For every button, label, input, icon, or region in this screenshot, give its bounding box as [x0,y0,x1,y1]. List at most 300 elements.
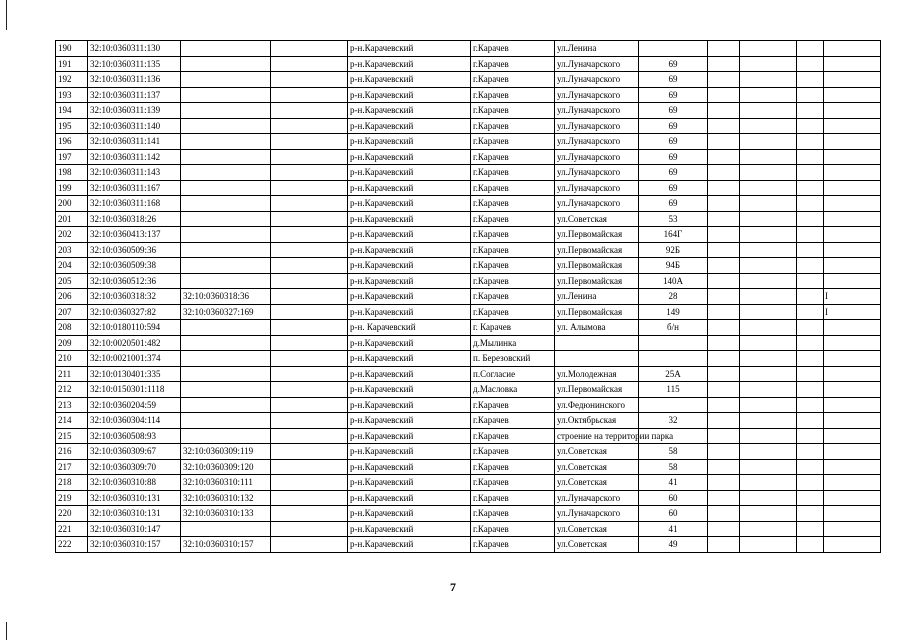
row-number-cell: 205 [56,273,88,289]
empty-cell [797,444,824,460]
district-cell: р-н.Карачевский [348,41,471,57]
street-cell: ул.Луначарского [555,490,639,506]
row-number-cell: 221 [56,521,88,537]
street-cell [555,351,639,367]
settlement-cell: г.Карачев [471,180,555,196]
table-row [56,134,881,150]
empty-cell [740,304,797,320]
flag-cell [824,397,881,413]
cadastral-number-cell: 32:10:0021001:374 [88,351,181,367]
empty-cell [271,444,348,460]
cadastral-number-cell: 32:10:0180110:594 [88,320,181,336]
row-number-cell: 194 [56,103,88,119]
empty-cell [740,56,797,72]
empty-cell [740,196,797,212]
row-number-cell: 192 [56,72,88,88]
house-number-cell [639,335,708,351]
empty-cell [740,72,797,88]
house-number-cell: 32 [639,413,708,429]
empty-cell [740,413,797,429]
house-number-cell: 58 [639,459,708,475]
empty-cell [740,227,797,243]
empty-cell [271,165,348,181]
empty-cell [708,87,740,103]
house-number-cell: 69 [639,149,708,165]
empty-cell [740,382,797,398]
house-number-cell: 53 [639,211,708,227]
settlement-cell: г.Карачев [471,413,555,429]
empty-cell [708,335,740,351]
related-cadastral-number-cell [181,258,271,274]
empty-cell [708,134,740,150]
district-cell: р-н.Карачевский [348,227,471,243]
street-cell: ул.Советская [555,444,639,460]
street-cell: ул.Луначарского [555,196,639,212]
table-row [56,521,881,537]
cadastral-number-cell: 32:10:0360311:140 [88,118,181,134]
table-row [56,165,881,181]
empty-cell [797,180,824,196]
flag-cell [824,118,881,134]
street-cell: ул.Первомайская [555,304,639,320]
flag-cell [824,351,881,367]
cadastral-number-cell: 32:10:0360310:131 [88,490,181,506]
row-number-cell: 203 [56,242,88,258]
related-cadastral-number-cell [181,118,271,134]
row-number-cell: 197 [56,149,88,165]
house-number-cell: 69 [639,118,708,134]
empty-cell [740,180,797,196]
empty-cell [797,289,824,305]
cadastral-number-cell: 32:10:0360508:93 [88,428,181,444]
cadastral-number-cell: 32:10:0360512:36 [88,273,181,289]
row-number-cell: 217 [56,459,88,475]
related-cadastral-number-cell: 32:10:0360309:120 [181,459,271,475]
empty-cell [271,320,348,336]
empty-cell [271,134,348,150]
table-row [56,273,881,289]
empty-cell [708,428,740,444]
empty-cell [797,258,824,274]
cadastral-number-cell: 32:10:0130401:335 [88,366,181,382]
table-row [56,506,881,522]
empty-cell [740,134,797,150]
house-number-cell: 69 [639,72,708,88]
cadastral-number-cell: 32:10:0360318:26 [88,211,181,227]
settlement-cell: г.Карачев [471,537,555,553]
settlement-cell: г.Карачев [471,149,555,165]
district-cell: р-н.Карачевский [348,72,471,88]
house-number-cell: 69 [639,103,708,119]
empty-cell [740,118,797,134]
district-cell: р-н.Карачевский [348,87,471,103]
empty-cell [271,304,348,320]
empty-cell [740,397,797,413]
street-cell: ул. Алымова [555,320,639,336]
empty-cell [271,211,348,227]
registry-table-body [56,41,881,553]
house-number-cell: 92Б [639,242,708,258]
empty-cell [740,320,797,336]
empty-cell [797,56,824,72]
empty-cell [797,72,824,88]
empty-cell [708,537,740,553]
empty-cell [740,428,797,444]
empty-cell [271,118,348,134]
flag-cell [824,506,881,522]
settlement-cell: д.Масловка [471,382,555,398]
table-row [56,87,881,103]
empty-cell [797,397,824,413]
settlement-cell: г.Карачев [471,56,555,72]
settlement-cell: г.Карачев [471,397,555,413]
street-cell: ул.Луначарского [555,87,639,103]
house-number-cell: 41 [639,521,708,537]
empty-cell [271,335,348,351]
empty-cell [271,196,348,212]
district-cell: р-н. Карачевский [348,320,471,336]
cadastral-number-cell: 32:10:0360311:137 [88,87,181,103]
flag-cell [824,134,881,150]
cadastral-number-cell: 32:10:0360311:141 [88,134,181,150]
district-cell: р-н.Карачевский [348,490,471,506]
house-number-cell [639,397,708,413]
district-cell: р-н.Карачевский [348,335,471,351]
table-row [56,227,881,243]
empty-cell [740,475,797,491]
cadastral-number-cell: 32:10:0360327:82 [88,304,181,320]
related-cadastral-number-cell [181,103,271,119]
house-number-cell: 28 [639,289,708,305]
house-number-cell: 115 [639,382,708,398]
row-number-cell: 201 [56,211,88,227]
registry-table [55,40,881,553]
flag-cell: I [824,304,881,320]
street-cell: ул.Федюнинского [555,397,639,413]
flag-cell [824,41,881,57]
related-cadastral-number-cell [181,242,271,258]
empty-cell [797,506,824,522]
district-cell: р-н.Карачевский [348,103,471,119]
empty-cell [271,258,348,274]
district-cell: р-н.Карачевский [348,258,471,274]
flag-cell [824,258,881,274]
district-cell: р-н.Карачевский [348,242,471,258]
flag-cell [824,56,881,72]
empty-cell [708,444,740,460]
cadastral-number-cell: 32:10:0360311:139 [88,103,181,119]
cadastral-number-cell: 32:10:0360311:130 [88,41,181,57]
empty-cell [740,289,797,305]
settlement-cell: г.Карачев [471,242,555,258]
empty-cell [271,227,348,243]
empty-cell [271,41,348,57]
flag-cell [824,165,881,181]
row-number-cell: 219 [56,490,88,506]
district-cell: р-н.Карачевский [348,506,471,522]
house-number-cell: б/н [639,320,708,336]
related-cadastral-number-cell [181,56,271,72]
empty-cell [740,444,797,460]
cadastral-number-cell: 32:10:0360311:135 [88,56,181,72]
street-cell: ул.Луначарского [555,103,639,119]
row-number-cell: 190 [56,41,88,57]
empty-cell [797,382,824,398]
street-cell: ул.Первомайская [555,227,639,243]
related-cadastral-number-cell: 32:10:0360309:119 [181,444,271,460]
street-cell: ул.Луначарского [555,56,639,72]
empty-cell [708,289,740,305]
settlement-cell: д.Мылинка [471,335,555,351]
empty-cell [708,103,740,119]
related-cadastral-number-cell [181,382,271,398]
related-cadastral-number-cell [181,211,271,227]
empty-cell [797,351,824,367]
house-number-cell: 60 [639,490,708,506]
table-row [56,180,881,196]
cadastral-number-cell: 32:10:0360304:114 [88,413,181,429]
house-number-cell: 69 [639,134,708,150]
street-cell: ул.Луначарского [555,134,639,150]
settlement-cell: г.Карачев [471,118,555,134]
row-number-cell: 214 [56,413,88,429]
empty-cell [740,366,797,382]
empty-cell [708,165,740,181]
empty-cell [708,242,740,258]
street-cell: ул.Луначарского [555,180,639,196]
related-cadastral-number-cell [181,366,271,382]
district-cell: р-н.Карачевский [348,180,471,196]
empty-cell [271,72,348,88]
table-row [56,41,881,57]
empty-cell [797,149,824,165]
empty-cell [740,490,797,506]
street-cell: ул.Советская [555,211,639,227]
related-cadastral-number-cell [181,149,271,165]
flag-cell [824,459,881,475]
street-cell: ул.Луначарского [555,72,639,88]
empty-cell [797,227,824,243]
flag-cell [824,382,881,398]
empty-cell [740,149,797,165]
house-number-cell: 69 [639,87,708,103]
settlement-cell: г.Карачев [471,428,555,444]
flag-cell [824,335,881,351]
empty-cell [271,428,348,444]
street-cell: ул.Луначарского [555,506,639,522]
empty-cell [271,87,348,103]
empty-cell [708,506,740,522]
related-cadastral-number-cell [181,41,271,57]
page-number: 7 [450,580,456,594]
empty-cell [271,351,348,367]
table-row [56,397,881,413]
empty-cell [271,413,348,429]
empty-cell [708,521,740,537]
settlement-cell: г.Карачев [471,289,555,305]
row-number-cell: 195 [56,118,88,134]
empty-cell [708,196,740,212]
cadastral-number-cell: 32:10:0150301:1118 [88,382,181,398]
district-cell: р-н.Карачевский [348,149,471,165]
related-cadastral-number-cell [181,180,271,196]
empty-cell [797,165,824,181]
house-number-cell: 149 [639,304,708,320]
cadastral-number-cell: 32:10:0360310:147 [88,521,181,537]
street-cell: ул.Первомайская [555,382,639,398]
district-cell: р-н.Карачевский [348,351,471,367]
row-number-cell: 196 [56,134,88,150]
row-number-cell: 218 [56,475,88,491]
row-number-cell: 213 [56,397,88,413]
related-cadastral-number-cell: 32:10:0360318:36 [181,289,271,305]
row-number-cell: 216 [56,444,88,460]
settlement-cell: г.Карачев [471,211,555,227]
district-cell: р-н.Карачевский [348,382,471,398]
empty-cell [271,56,348,72]
district-cell: р-н.Карачевский [348,444,471,460]
table-row [56,304,881,320]
row-number-cell: 210 [56,351,88,367]
settlement-cell: г.Карачев [471,444,555,460]
related-cadastral-number-cell: 32:10:0360310:132 [181,490,271,506]
empty-cell [708,72,740,88]
related-cadastral-number-cell [181,134,271,150]
empty-cell [271,273,348,289]
street-cell [555,335,639,351]
empty-cell [797,320,824,336]
scan-edge-mark-bottom [6,622,7,640]
house-number-cell: 25А [639,366,708,382]
empty-cell [271,459,348,475]
table-row [56,103,881,119]
cadastral-number-cell: 32:10:0360509:36 [88,242,181,258]
empty-cell [797,475,824,491]
flag-cell [824,428,881,444]
related-cadastral-number-cell [181,165,271,181]
settlement-cell: г.Карачев [471,506,555,522]
district-cell: р-н.Карачевский [348,304,471,320]
row-number-cell: 204 [56,258,88,274]
settlement-cell: п. Березовский [471,351,555,367]
empty-cell [740,351,797,367]
street-cell: ул.Луначарского [555,149,639,165]
table-row [56,56,881,72]
settlement-cell: г.Карачев [471,87,555,103]
settlement-cell: г.Карачев [471,134,555,150]
empty-cell [708,118,740,134]
empty-cell [740,335,797,351]
row-number-cell: 207 [56,304,88,320]
house-number-cell: 49 [639,537,708,553]
district-cell: р-н.Карачевский [348,537,471,553]
row-number-cell: 191 [56,56,88,72]
house-number-cell [639,41,708,57]
cadastral-number-cell: 32:10:0360311:168 [88,196,181,212]
house-number-cell: 58 [639,444,708,460]
flag-cell [824,211,881,227]
empty-cell [708,211,740,227]
street-cell: ул.Первомайская [555,273,639,289]
empty-cell [271,289,348,305]
table-row [56,444,881,460]
house-number-cell: 41 [639,475,708,491]
empty-cell [271,242,348,258]
flag-cell [824,242,881,258]
flag-cell [824,521,881,537]
empty-cell [797,196,824,212]
related-cadastral-number-cell [181,335,271,351]
row-number-cell: 198 [56,165,88,181]
empty-cell [271,506,348,522]
related-cadastral-number-cell [181,87,271,103]
cadastral-number-cell: 32:10:0360311:142 [88,149,181,165]
settlement-cell: г.Карачев [471,273,555,289]
cadastral-number-cell: 32:10:0360509:38 [88,258,181,274]
house-number-cell: 94Б [639,258,708,274]
table-row [56,242,881,258]
cadastral-number-cell: 32:10:0360204:59 [88,397,181,413]
street-cell: ул.Ленина [555,289,639,305]
table-row [56,475,881,491]
empty-cell [740,258,797,274]
house-number-cell: 60 [639,506,708,522]
district-cell: р-н.Карачевский [348,413,471,429]
empty-cell [708,258,740,274]
flag-cell: I [824,289,881,305]
empty-cell [797,537,824,553]
related-cadastral-number-cell: 32:10:0360310:111 [181,475,271,491]
table-row [56,382,881,398]
house-number-cell: 69 [639,56,708,72]
empty-cell [271,103,348,119]
row-number-cell: 193 [56,87,88,103]
flag-cell [824,490,881,506]
empty-cell [708,273,740,289]
empty-cell [708,382,740,398]
empty-cell [708,227,740,243]
cadastral-number-cell: 32:10:0360311:136 [88,72,181,88]
street-cell: строение на территории парка [555,428,639,444]
settlement-cell: п.Согласие [471,366,555,382]
street-cell: ул.Советская [555,475,639,491]
settlement-cell: г.Карачев [471,196,555,212]
cadastral-number-cell: 32:10:0360309:67 [88,444,181,460]
settlement-cell: г.Карачев [471,227,555,243]
empty-cell [271,149,348,165]
house-number-cell: 69 [639,180,708,196]
district-cell: р-н.Карачевский [348,56,471,72]
settlement-cell: г.Карачев [471,258,555,274]
cadastral-number-cell: 32:10:0360310:131 [88,506,181,522]
settlement-cell: г.Карачев [471,475,555,491]
cadastral-number-cell: 32:10:0360413:137 [88,227,181,243]
table-row [56,211,881,227]
house-number-cell: 140А [639,273,708,289]
empty-cell [797,413,824,429]
street-cell: ул.Луначарского [555,165,639,181]
flag-cell [824,413,881,429]
registry-table-container [55,40,880,553]
row-number-cell: 208 [56,320,88,336]
empty-cell [708,56,740,72]
related-cadastral-number-cell [181,227,271,243]
row-number-cell: 212 [56,382,88,398]
related-cadastral-number-cell [181,413,271,429]
flag-cell [824,87,881,103]
flag-cell [824,320,881,336]
related-cadastral-number-cell: 32:10:0360310:133 [181,506,271,522]
